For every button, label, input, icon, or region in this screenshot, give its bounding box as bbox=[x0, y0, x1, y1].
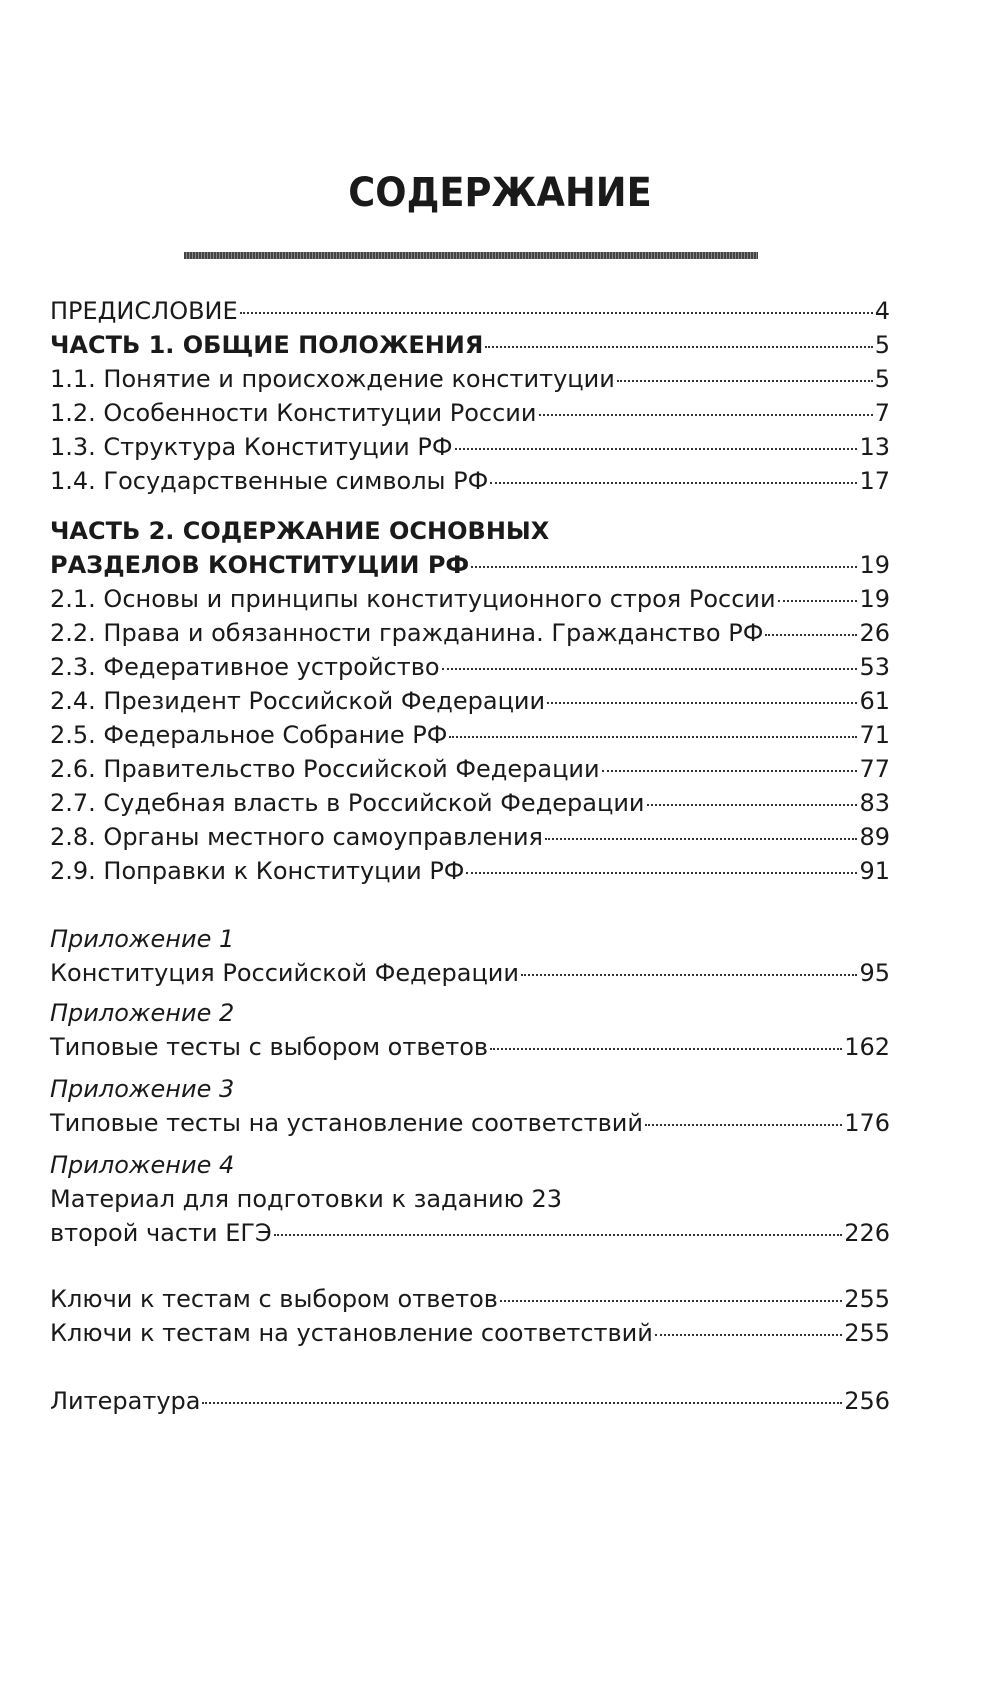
toc-entry: 1.3. Структура Конституции РФ 13 bbox=[50, 433, 890, 461]
toc-entry: 2.3. Федеративное устройство 53 bbox=[50, 653, 890, 681]
dot-leader bbox=[274, 1234, 842, 1236]
dot-leader bbox=[202, 1402, 842, 1404]
appendix-label: Приложение 3 bbox=[50, 1075, 235, 1103]
dot-leader bbox=[545, 838, 857, 840]
dot-leader bbox=[547, 702, 857, 704]
toc-entry: 2.4. Президент Российской Федерации 61 bbox=[50, 687, 890, 715]
toc-entry: второй части ЕГЭ 226 bbox=[50, 1219, 890, 1247]
appendix-label: Приложение 2 bbox=[50, 999, 235, 1027]
page-title: СОДЕРЖАНИЕ bbox=[348, 170, 652, 216]
dot-leader bbox=[455, 448, 858, 450]
toc-entry: 2.1. Основы и принципы конституционного строя России 19 bbox=[50, 585, 890, 613]
toc-entry: 2.7. Судебная власть в Российской Федерации 83 bbox=[50, 789, 890, 817]
toc-entry: 2.2. Права и обязанности гражданина. Гражданство РФ 26 bbox=[50, 619, 890, 647]
toc-entry: ПРЕДИСЛОВИЕ 4 bbox=[50, 297, 890, 325]
dot-leader bbox=[485, 346, 872, 348]
toc-entry: 1.1. Понятие и происхождение конституции 5 bbox=[50, 365, 890, 393]
dot-leader bbox=[490, 1048, 842, 1050]
dot-leader bbox=[765, 634, 857, 636]
toc-entry: Типовые тесты с выбором ответов 162 bbox=[50, 1033, 890, 1061]
toc-entry: 2.6. Правительство Российской Федерации 77 bbox=[50, 755, 890, 783]
toc-part-heading: ЧАСТЬ 2. СОДЕРЖАНИЕ ОСНОВНЫХ bbox=[50, 517, 550, 545]
dot-leader bbox=[521, 974, 857, 976]
toc-entry: 2.9. Поправки к Конституции РФ 91 bbox=[50, 857, 890, 885]
title-divider bbox=[184, 252, 758, 259]
appendix-label: Приложение 1 bbox=[50, 925, 235, 953]
appendix-label: Приложение 4 bbox=[50, 1151, 235, 1179]
toc-entry: Материал для подготовки к заданию 23 bbox=[50, 1185, 563, 1213]
dot-leader bbox=[647, 804, 858, 806]
dot-leader bbox=[645, 1124, 842, 1126]
dot-leader bbox=[655, 1334, 842, 1336]
dot-leader bbox=[500, 1300, 842, 1302]
toc-entry: 2.5. Федеральное Собрание РФ 71 bbox=[50, 721, 890, 749]
toc-entry: Ключи к тестам на установление соответствий 255 bbox=[50, 1319, 890, 1347]
dot-leader bbox=[442, 668, 858, 670]
toc-part-heading: ЧАСТЬ 1. ОБЩИЕ ПОЛОЖЕНИЯ 5 bbox=[50, 331, 890, 359]
toc-entry: 2.8. Органы местного самоуправления 89 bbox=[50, 823, 890, 851]
dot-leader bbox=[602, 770, 858, 772]
dot-leader bbox=[240, 312, 873, 314]
dot-leader bbox=[449, 736, 857, 738]
dot-leader bbox=[490, 482, 857, 484]
toc-entry: Ключи к тестам с выбором ответов 255 bbox=[50, 1285, 890, 1313]
dot-leader bbox=[539, 414, 873, 416]
dot-leader bbox=[466, 872, 857, 874]
toc-part-heading: РАЗДЕЛОВ КОНСТИТУЦИИ РФ 19 bbox=[50, 551, 890, 579]
toc-entry: 1.2. Особенности Конституции России 7 bbox=[50, 399, 890, 427]
toc-entry: Конституция Российской Федерации 95 bbox=[50, 959, 890, 987]
dot-leader bbox=[617, 380, 873, 382]
toc-entry: Литература 256 bbox=[50, 1387, 890, 1415]
toc-entry: Типовые тесты на установление соответствий 176 bbox=[50, 1109, 890, 1137]
dot-leader bbox=[471, 566, 857, 568]
dot-leader bbox=[778, 600, 858, 602]
toc-entry: 1.4. Государственные символы РФ 17 bbox=[50, 467, 890, 495]
